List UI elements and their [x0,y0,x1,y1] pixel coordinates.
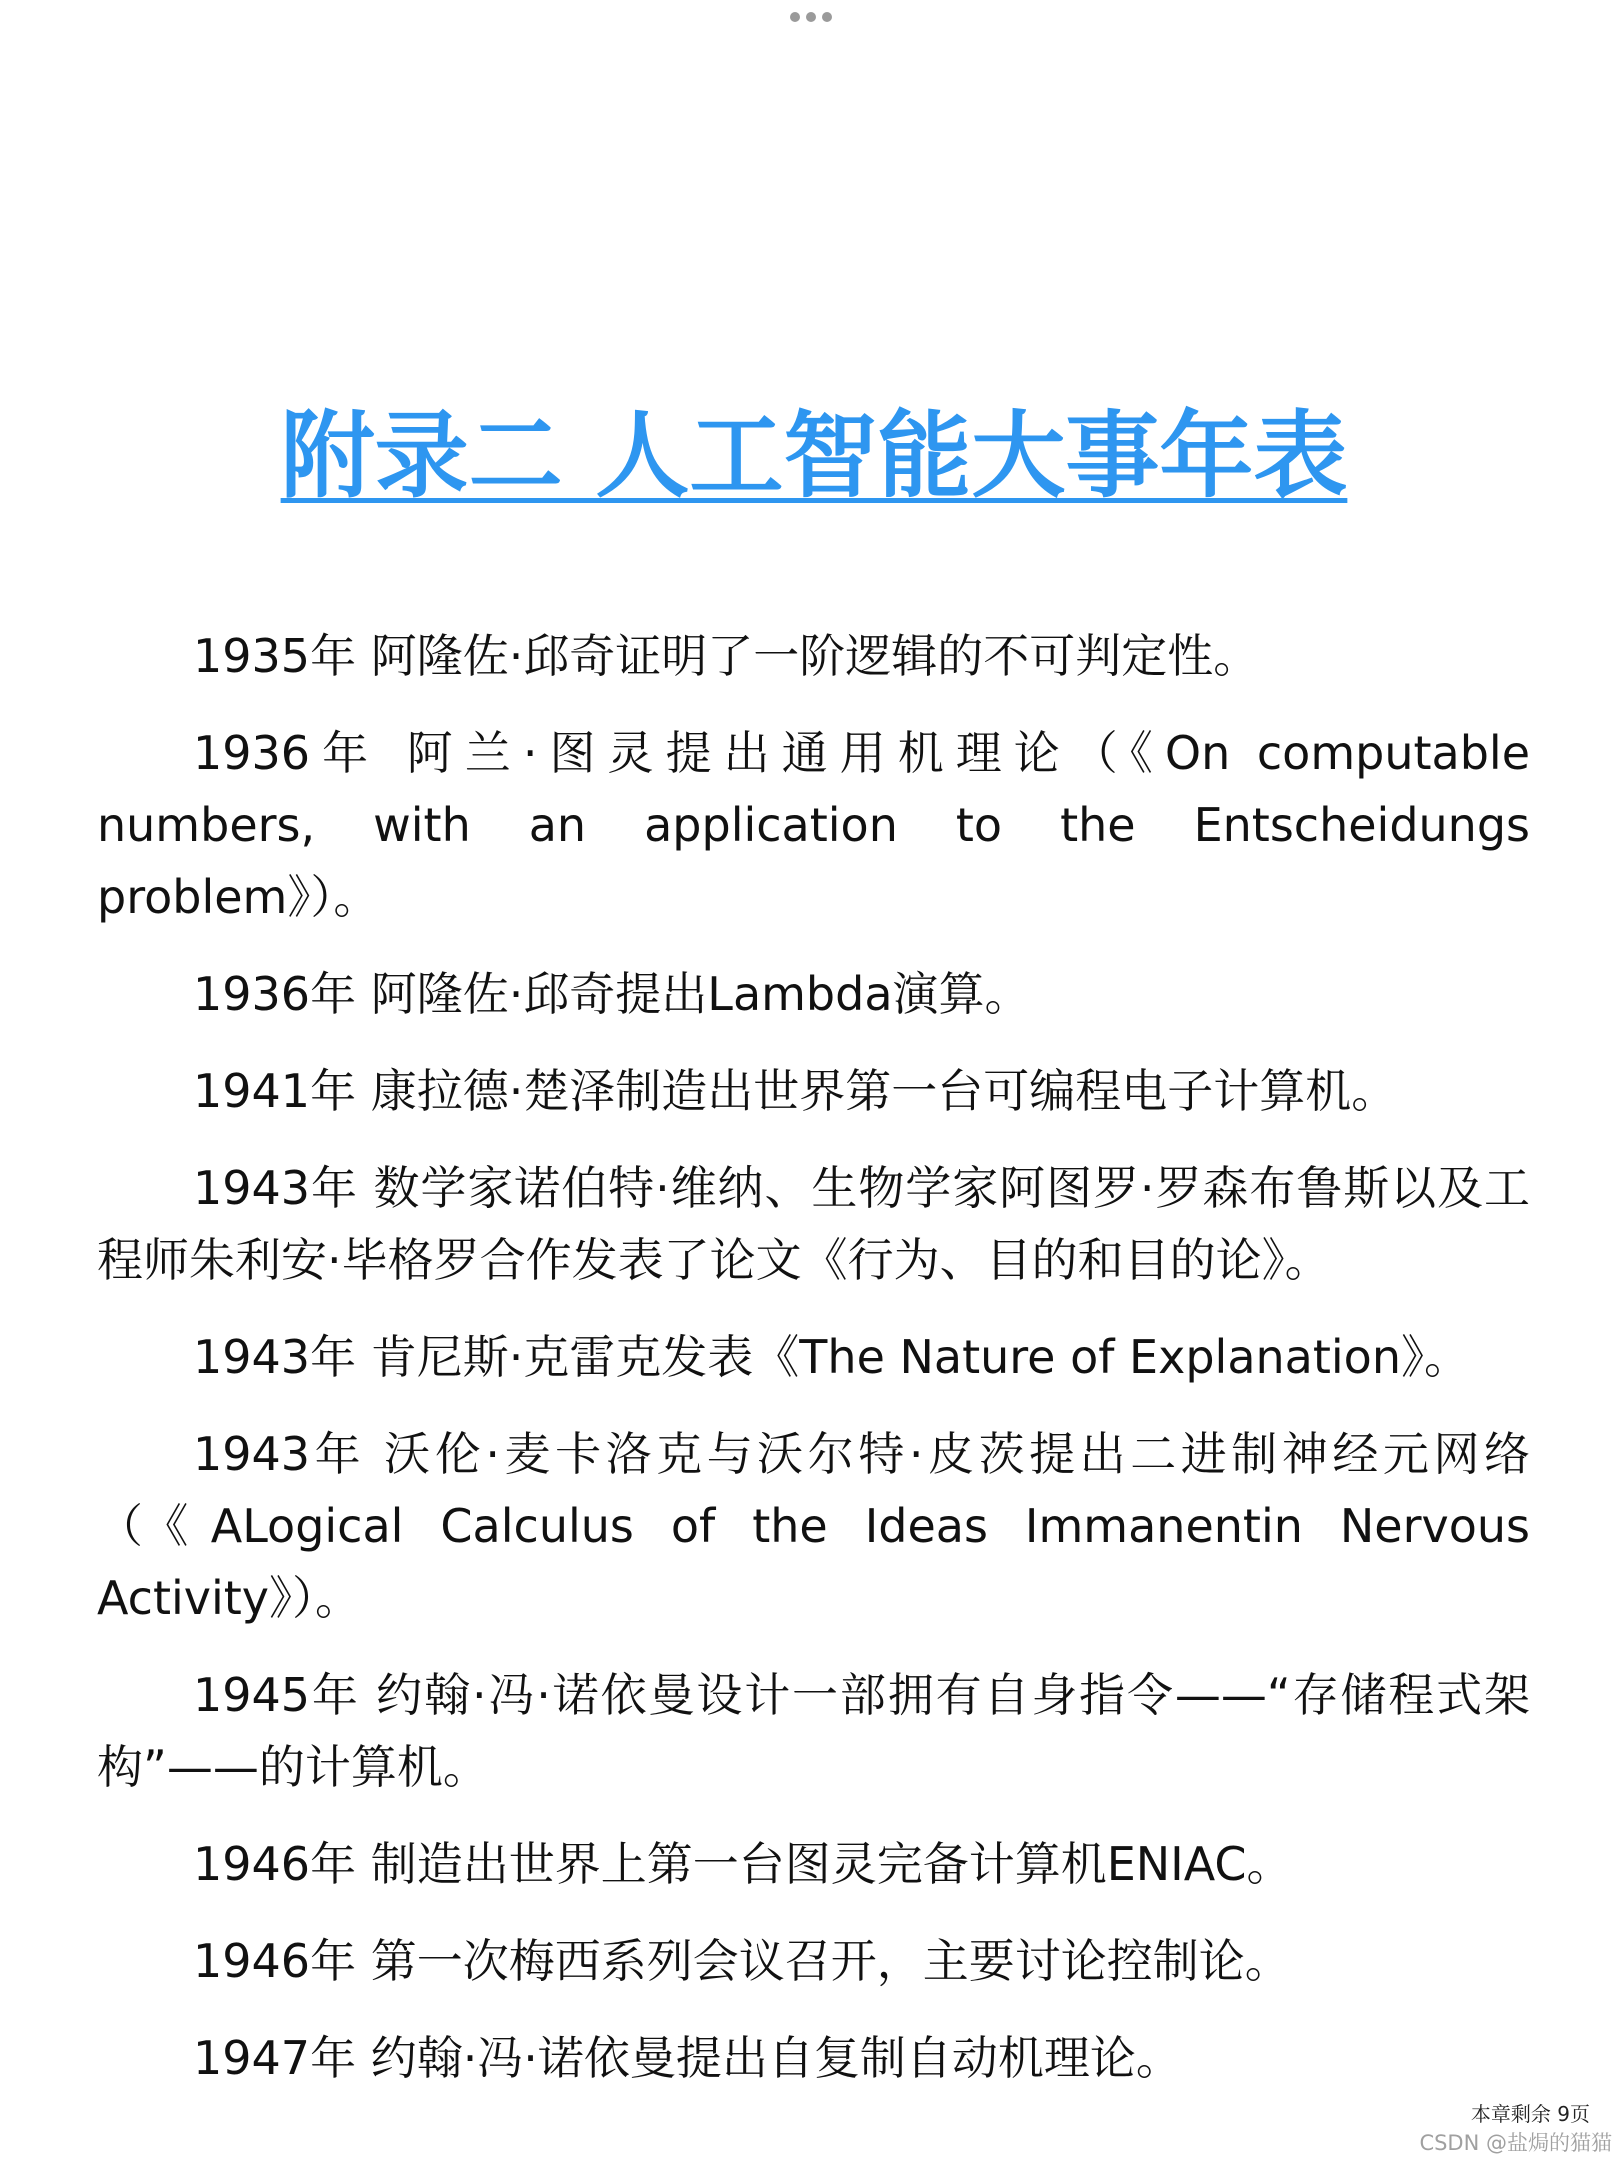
timeline-entry: 1943年 数学家诺伯特·维纳、生物学家阿图罗·罗森布鲁斯以及工程师朱利安·毕格罗合作发表了论文《行为、目的和目的论》。 [97,1161,1530,1287]
timeline-entry: 1946年 第一次梅西系列会议召开，主要讨论控制论。 [193,1934,1291,1988]
timeline-entry: 1941年 康拉德·楚泽制造出世界第一台可编程电子计算机。 [193,1064,1398,1118]
timeline-entry: 1943年 肯尼斯·克雷克发表《The Nature of Explanation》。 [193,1330,1470,1384]
timeline-entry: 1946年 制造出世界上第一台图灵完备计算机ENIAC。 [193,1837,1293,1891]
timeline-entry: 1935年 阿隆佐·邱奇证明了一阶逻辑的不可判定性。 [193,629,1260,683]
pages-remaining: 本章剩余 9页 [1470,2102,1590,2126]
timeline-entry: 1945年 约翰·冯·诺依曼设计一部拥有自身指令——“存储程式架构”——的计算机。 [97,1668,1530,1794]
timeline-entry: 1936年 阿兰·图灵提出通用机理论（《On computable numbers, with an application to the Entscheidungs problem》）。 [97,726,1530,924]
chapter-title[interactable]: 附录二 人工智能大事年表 [280,402,1348,511]
more-menu-icon[interactable] [790,12,832,22]
timeline-entry: 1943年 沃伦·麦卡洛克与沃尔特·皮茨提出二进制神经元网络（《ALogical Calculus of the Ideas Immanentin Nervous Activity》）。 [97,1427,1530,1625]
timeline-entry: 1947年 约翰·冯·诺依曼提出自复制自动机理论。 [193,2031,1182,2085]
timeline-content [97,620,1530,2119]
watermark: CSDN @盐焗的猫猫 [1419,2131,1612,2155]
timeline-entry: 1936年 阿隆佐·邱奇提出Lambda演算。 [193,967,1031,1021]
